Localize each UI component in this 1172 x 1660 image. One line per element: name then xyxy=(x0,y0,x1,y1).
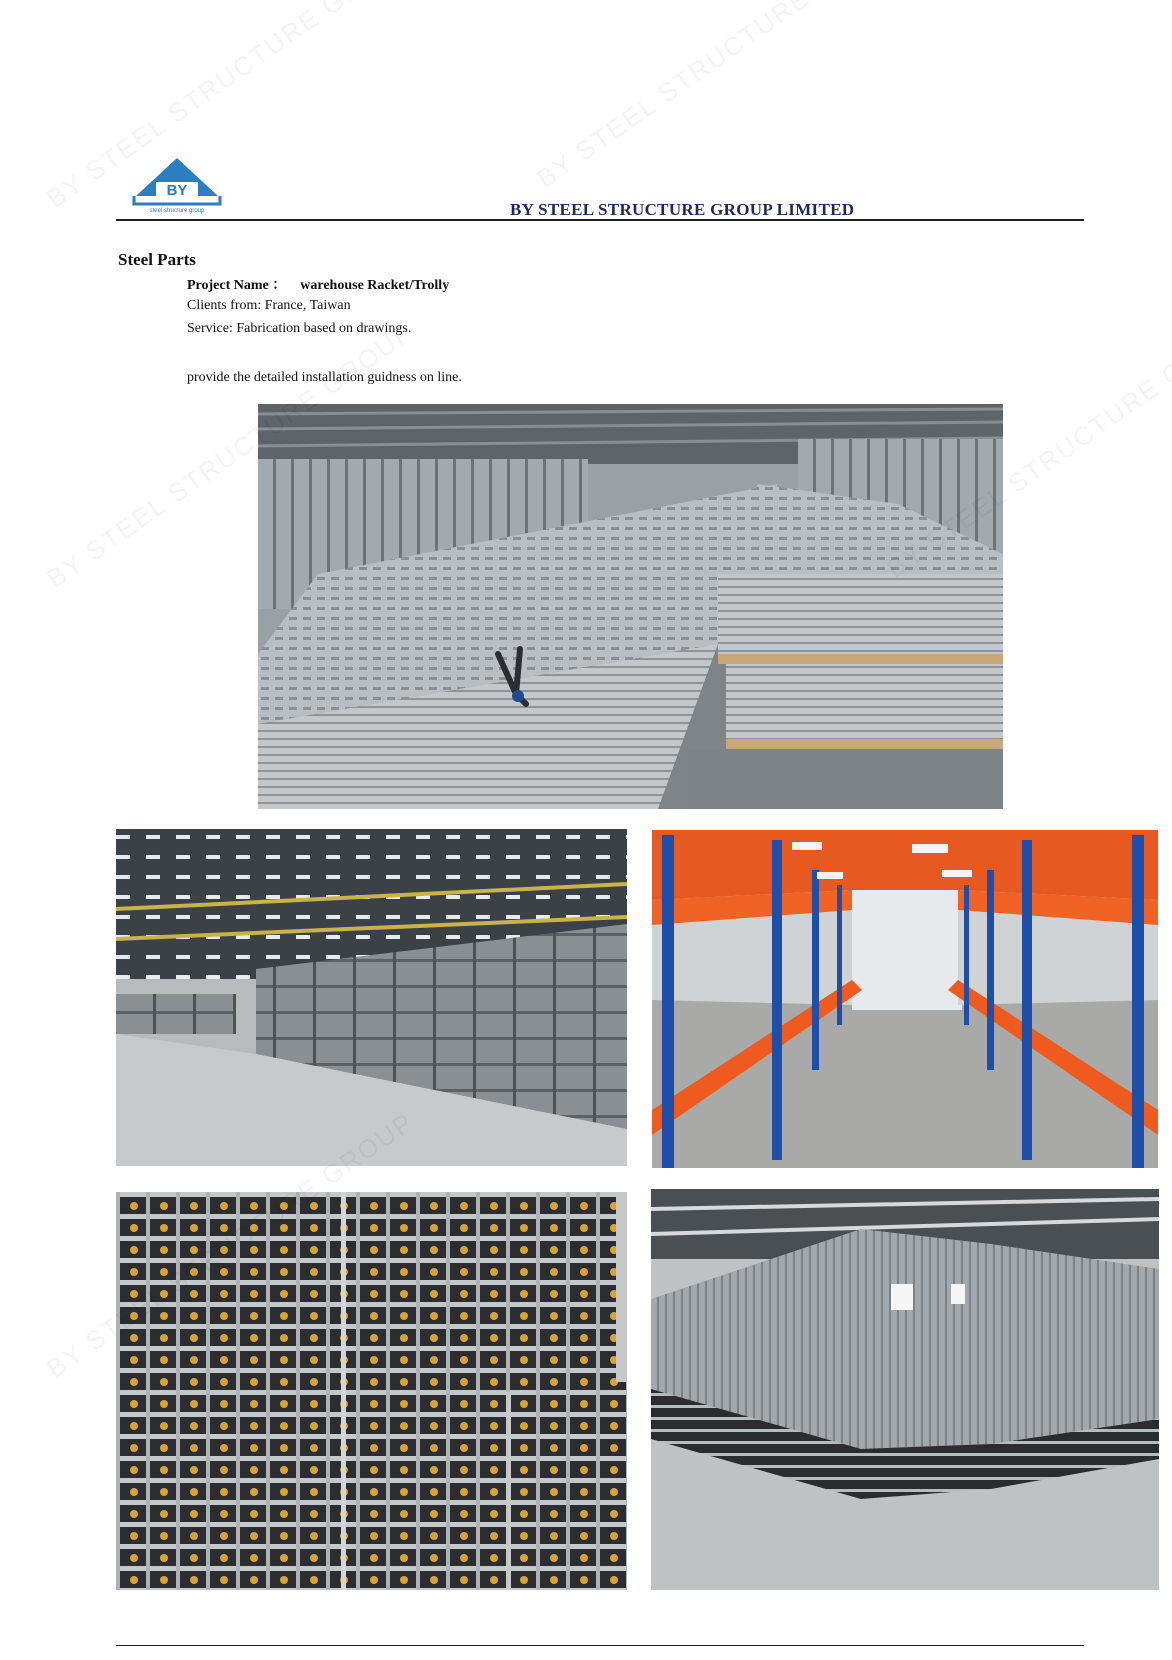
project-name-line xyxy=(187,274,449,294)
company-logo xyxy=(132,156,222,214)
photo-stacked-trolley-frames xyxy=(116,1192,627,1590)
installation-note: provide the detailed installation guidness on line. xyxy=(187,370,462,385)
clients-line: Clients from: France, Taiwan xyxy=(187,298,351,313)
footer-divider xyxy=(116,1645,1084,1646)
section-title: Steel Parts xyxy=(118,250,196,269)
header-divider xyxy=(116,219,1084,221)
photo-grey-shelving-racks xyxy=(116,829,627,1166)
watermark xyxy=(531,0,910,195)
project-name-value: warehouse Racket/Trolly xyxy=(300,278,450,293)
photo-steel-panels-warehouse xyxy=(258,404,1003,809)
service-line: Service: Fabrication based on drawings. xyxy=(187,321,412,336)
svg-text:BY: BY xyxy=(166,182,188,199)
svg-text:steel structure group: steel structure group xyxy=(149,208,205,214)
watermark xyxy=(41,0,420,215)
project-name-label: Project Name ： xyxy=(187,278,287,293)
company-name: BY STEEL STRUCTURE GROUP LIMITED xyxy=(510,200,855,219)
photo-blue-orange-pallet-racks xyxy=(652,830,1158,1168)
photo-panels-on-trolleys xyxy=(651,1189,1159,1590)
